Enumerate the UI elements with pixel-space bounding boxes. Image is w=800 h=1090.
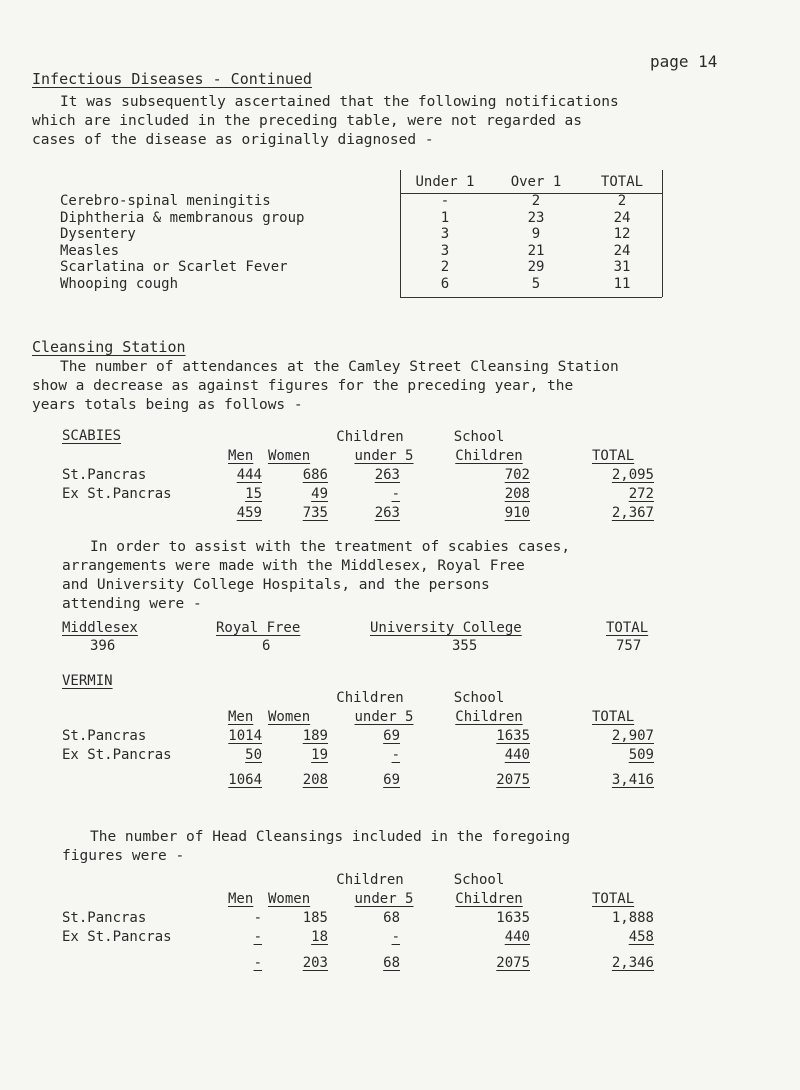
col-header-school: School xyxy=(453,429,505,445)
vermin-title: VERMIN xyxy=(62,673,113,689)
cell-total: 2,095 xyxy=(611,467,654,483)
cell-children: 263 xyxy=(374,467,400,483)
hospital-line: and University College Hospitals, and the persons xyxy=(62,577,490,593)
cell-school: 2075 xyxy=(496,955,530,971)
cell-men: 15 xyxy=(245,486,262,502)
hospital-header-university-college: University College xyxy=(370,620,522,636)
cell-women: 185 xyxy=(302,910,328,926)
hospital-header-royal-free: Royal Free xyxy=(216,620,301,636)
col-header-under1: Under 1 xyxy=(415,174,475,190)
hospital-line: arrangements were made with the Middlesex, Royal Free xyxy=(62,558,525,574)
col-header-school-sub: Children xyxy=(455,709,523,725)
cell-total: 12 xyxy=(613,226,631,242)
head-cleansings-line: The number of Head Cleansings included in the foregoing xyxy=(90,829,571,845)
disease-name: Measles xyxy=(60,242,120,259)
cell-women: 49 xyxy=(311,486,328,502)
col-header-total: TOTAL xyxy=(600,174,644,190)
col-header-children: Children xyxy=(336,690,404,706)
col-header-school: School xyxy=(453,690,505,706)
cell-total: 24 xyxy=(613,209,631,226)
hospital-paragraph xyxy=(62,538,570,614)
cell-school: 1635 xyxy=(496,910,530,926)
hospital-value-total: 757 xyxy=(616,638,642,654)
cell-women: 18 xyxy=(311,929,328,945)
cell-school: 1635 xyxy=(496,728,530,744)
scabies-title: SCABIES xyxy=(62,428,122,444)
col-header-men: Men xyxy=(228,709,254,725)
disease-name: Cerebro-spinal meningitis xyxy=(60,193,271,209)
cell-under1: 3 xyxy=(440,242,450,259)
disease-name: Diphtheria & membranous group xyxy=(60,209,305,226)
cell-men: 1014 xyxy=(228,728,262,744)
cell-children: - xyxy=(391,747,400,763)
col-header-total: TOTAL xyxy=(592,448,635,464)
col-header-women: Women xyxy=(268,891,311,907)
col-header-children-sub: under 5 xyxy=(354,709,414,725)
col-header-over1: Over 1 xyxy=(510,174,562,190)
cell-women: 686 xyxy=(302,467,328,483)
col-header-women: Women xyxy=(268,709,311,725)
cell-children: - xyxy=(391,929,400,945)
cell-school: 440 xyxy=(504,929,530,945)
col-header-school-sub: Children xyxy=(455,891,523,907)
cell-total: 2,367 xyxy=(611,505,654,521)
row-label: St.Pancras xyxy=(62,728,147,744)
row-label: Ex St.Pancras xyxy=(62,486,172,502)
intro-line: cases of the disease as originally diagnosed - xyxy=(32,132,434,148)
row-label: Ex St.Pancras xyxy=(62,747,172,763)
cell-children: 69 xyxy=(383,728,400,744)
page-number: page 14 xyxy=(650,52,718,71)
hospital-value-royal-free: 6 xyxy=(262,638,271,654)
cell-over1: 21 xyxy=(527,242,545,259)
cleansing-line: show a decrease as against figures for the preceding year, the xyxy=(32,378,574,394)
cell-over1: 29 xyxy=(527,259,545,275)
cell-children: - xyxy=(391,486,400,502)
hospital-header-middlesex: Middlesex xyxy=(62,620,138,636)
cell-under1: - xyxy=(440,193,450,209)
hospital-value-university-college: 355 xyxy=(452,638,478,654)
cell-children: 263 xyxy=(374,505,400,521)
cleansing-paragraph xyxy=(32,358,619,415)
cell-over1: 23 xyxy=(527,209,545,226)
col-header-children-sub: under 5 xyxy=(354,448,414,464)
cell-total: 2,346 xyxy=(611,955,654,971)
cell-school: 208 xyxy=(504,486,530,502)
cell-under1: 2 xyxy=(440,259,450,275)
section-heading: Infectious Diseases - Continued xyxy=(32,70,312,88)
cell-school: 910 xyxy=(504,505,530,521)
cell-over1: 9 xyxy=(531,226,541,242)
cell-over1: 2 xyxy=(531,193,541,209)
hospital-line: In order to assist with the treatment of scabies cases, xyxy=(90,539,571,555)
col-header-women: Women xyxy=(268,448,311,464)
hospital-line: attending were - xyxy=(62,596,202,612)
cleansing-heading: Cleansing Station xyxy=(32,338,186,356)
table-divider xyxy=(662,170,663,297)
cell-school: 2075 xyxy=(496,772,530,788)
row-label: Ex St.Pancras xyxy=(62,929,172,945)
cell-school: 702 xyxy=(504,467,530,483)
col-header-children: Children xyxy=(336,872,404,888)
cell-school: 440 xyxy=(504,747,530,763)
cleansing-line: years totals being as follows - xyxy=(32,397,303,413)
col-header-men: Men xyxy=(228,891,254,907)
cell-men: - xyxy=(253,910,262,926)
head-cleansings-paragraph xyxy=(62,828,570,866)
cell-women: 208 xyxy=(302,772,328,788)
col-header-men: Men xyxy=(228,448,254,464)
cell-children: 69 xyxy=(383,772,400,788)
table-bottom-rule xyxy=(400,297,662,298)
row-label: St.Pancras xyxy=(62,467,147,483)
cell-children: 68 xyxy=(383,955,400,971)
intro-line: which are included in the preceding table, were not regarded as xyxy=(32,113,582,129)
col-header-school-sub: Children xyxy=(455,448,523,464)
cell-total: 3,416 xyxy=(611,772,654,788)
cell-men: 50 xyxy=(245,747,262,763)
hospital-value-middlesex: 396 xyxy=(90,638,116,654)
col-header-children: Children xyxy=(336,429,404,445)
cell-under1: 3 xyxy=(440,226,450,242)
cell-total: 458 xyxy=(628,929,654,945)
cell-total: 11 xyxy=(613,275,631,292)
cell-total: 2 xyxy=(617,193,627,209)
cell-women: 735 xyxy=(302,505,328,521)
intro-line: It was subsequently ascertained that the following notifications xyxy=(60,94,619,110)
cell-men: - xyxy=(253,929,262,945)
col-header-total: TOTAL xyxy=(592,709,635,725)
cell-total: 2,907 xyxy=(611,728,654,744)
disease-name: Whooping cough xyxy=(60,275,179,292)
cell-men: - xyxy=(253,955,262,971)
cell-total: 24 xyxy=(613,242,631,259)
col-header-total: TOTAL xyxy=(592,891,635,907)
cell-men: 1064 xyxy=(228,772,262,788)
cell-total: 31 xyxy=(613,259,631,275)
cell-children: 68 xyxy=(383,910,400,926)
cell-women: 189 xyxy=(302,728,328,744)
cell-under1: 6 xyxy=(440,275,450,292)
intro-paragraph xyxy=(32,93,619,150)
cell-women: 203 xyxy=(302,955,328,971)
hospital-header-total: TOTAL xyxy=(606,620,649,636)
cell-under1: 1 xyxy=(440,209,450,226)
head-cleansings-line: figures were - xyxy=(62,848,185,864)
cell-men: 459 xyxy=(236,505,262,521)
disease-name: Dysentery xyxy=(60,226,136,242)
cell-over1: 5 xyxy=(531,275,541,292)
row-label: St.Pancras xyxy=(62,910,147,926)
col-header-school: School xyxy=(453,872,505,888)
disease-name: Scarlatina or Scarlet Fever xyxy=(60,259,288,275)
cell-total: 272 xyxy=(628,486,654,502)
cell-total: 509 xyxy=(628,747,654,763)
cell-women: 19 xyxy=(311,747,328,763)
cell-men: 444 xyxy=(236,467,262,483)
col-header-children-sub: under 5 xyxy=(354,891,414,907)
cleansing-line: The number of attendances at the Camley Street Cleansing Station xyxy=(60,359,619,375)
cell-total: 1,888 xyxy=(611,910,654,926)
